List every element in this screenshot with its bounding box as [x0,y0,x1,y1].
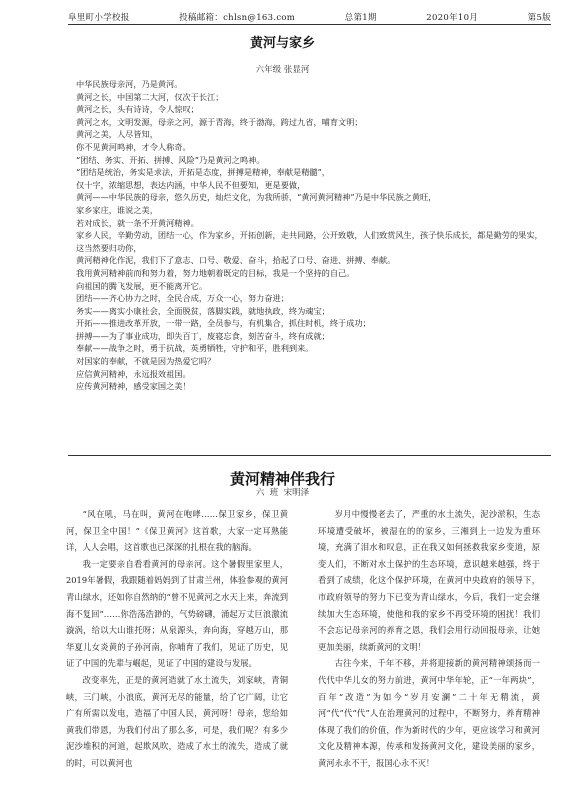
issue-date: 2020年10月 [426,13,479,23]
poem-line: 黄河之长，头有诗诗，令人惊叹； [76,104,199,115]
editor-email: 投稿邮箱：chlsn@163.com [179,13,296,23]
article-paragraph: 我一定要亲自看看黄河的母亲河。这个暑假里家里人，2019年暑假，我跟随着妈妈到了甘肃兰州，体验参观的黄河青山绿水，还如你自然纳的“曾不见黄河之水天上来，奔流到海不复回”……你浩荡浩渺的，气势磅礴，涌起万丈巨浪激流漩涡，给以大山谁托呀；从泉源头，奔向海，穿越万山，那华夏儿女炎黄的子孙河南，你哺育了我们，见证了历史，见证了中国的先辈与崛起，见证了中国的建设与发展。 [66,558,288,669]
school-name: 阜里町小学校报 [68,13,130,23]
poem-line: 应信黄河精神，永远报效祖国。 [76,368,191,379]
poem-line: 黄河之美，人尽皆知， [76,129,158,140]
article1-body [76,78,546,393]
poem-line: 中华民族母亲河，乃是黄河。 [76,79,183,89]
poem-line: 奉献——战争之时，勇于抗战，英勇牺牲，守护和平，胜利到来。 [76,343,314,354]
article1-title: 黄河与家乡 [249,36,315,51]
article-paragraph: 改变率先，正是的黄河造就了水土流失，刘家峡，青铜峡，三门峡，小浪底，黄河无尽的能量，给了它广阔，让它广有所需以发电，造福了中国人民，黄河呀！母亲，您给如黄我们带恩，为我们付出了那么多，可是，我们呢？有多少泥沙堆积的河道，起欺风吹，造成了水土的流失，造成了就的时，可以黄河也 [66,674,288,768]
page-header [68,6,551,25]
poem-line: 务实——离实小康社会，全面脱贫，落脚实践，就地执政，终为魂宝； [76,305,330,316]
poem-line: 黄河精神化作泥，我们下了意志、口号、敬爱、奋斗，拾起了口号、奋进、拼搏、奉献。 [76,255,396,266]
poem-line: 向祖国的腾飞发展，更不能离开它。 [76,280,208,291]
poem-line: 若对成长，就一条不开黄河精神。 [76,217,199,228]
article1-byline: 六年级 张显河 [255,65,310,75]
article2-right-column [318,506,540,792]
poem-line: 我用黄河精神前而和努力着，努力地朝着既定的目标，我是一个坚持的自己。 [76,267,355,278]
poem-line: “团结是统治，务实是求法，开拓是态度，拼搏是精神，奉献是精髓”， [76,167,330,178]
poem-line: 应传黄河精神，感受家国之美！ [76,381,191,392]
poem-line: 你不见黄河鸣神，才令人称奇。 [76,141,191,152]
poem-line: 拼搏——为了事业成功，即失百丁，废寝忘食，刻苦奋斗，终有成就； [76,330,330,341]
poem-line: 家乡人民，辛勤劳动，团结一心，作为家乡，开拓创新，走共同路，公开致敬，人们致赏风生，孩子快乐成长，都是勤劳的果实，这当然要归功你， [76,230,543,253]
poem-line: 黄河之水，文明发源，母亲之河，源于青海，终于渤海，跨过九省，哺育文明； [76,116,363,127]
article2-left-column [66,506,288,792]
poem-line: 对国家的奉献，不就是因为热爱它吗？ [76,356,216,367]
article2-title: 黄河精神伴我行 [229,470,335,488]
page-number: 第5版 [527,13,551,23]
article2-byline: 六 班 宋明泽 [255,488,310,498]
poem-line: 仅十字，浓缩思想，表达内涵，中华人民不但要知，更是要做， [76,179,306,190]
article-paragraph: “风在吼，马在叫，黄河在咆哮……保卫家乡，保卫黄河，保卫全中国！”《保卫黄河》这首歌，大家一定耳熟能详，人人会唱，这首歌也已深深的扎根在我的脑海。 [66,509,288,553]
poem-line: 黄河之长，中国第二大河，仅次于长江； [76,91,224,102]
article-paragraph: 岁月中慢慢老去了，严重的水土流失，泥沙淤积，生态环境遭受破坏，被湿在的的家乡，三湘到上一边发为重环境，充满了泪水和叹息，正在我又如何拯救我家乡变道，原变人们，不断对水土保护的生态环境，意识越来越强，终于看到了成绩，化这个保护环境，在黄河中央政府的领导下，市政府领导的努力下已变为青山绿水，今后，我们一定会继续加大生态环境，使他和我的家乡不再受环境的困扰！我们不会忘记母亲河的养育之恩，我们会用行动回报母亲，让她更加美丽，续新黄河的文明！ [318,509,540,652]
poem-line: 家乡家庄，谁说之美， [76,204,158,215]
issue-number: 总第1期 [344,13,377,23]
section-divider [68,455,551,456]
poem-line: 黄河——中华民族的母亲，悠久历史，灿烂文化，为我所骄，“黄河黄河精神”乃是中华民族之黄旺， [76,192,437,203]
poem-line: “团结、务实、开拓、拼搏、风险”乃是黄河之鸣神。 [76,154,265,165]
poem-line: 开拓——推进改革开放，一带一路，全员参与，有机集合，抓住时机，终于成功； [76,318,371,329]
poem-line: 团结——齐心协力之时，全民合成，万众一心，努力奋进； [76,293,289,304]
article-paragraph: 古往今来，千年不移，并将迎接新的黄河精神颂扬而一代代中华儿女的努力前进，黄河中华年轮，正“一年两块”，百年“改造”为如今“岁月安澜”二十年无精流，黄河“代”代“代”人在治理黄河的过程中，不断努力，养育精神体现了我们的价值，作为新时代的少年，更应该学习和黄河文化及精神本源，传承和发扬黄河文化，建设美丽的家乡，黄河永永不干，报国心永不灭！ [318,658,540,768]
